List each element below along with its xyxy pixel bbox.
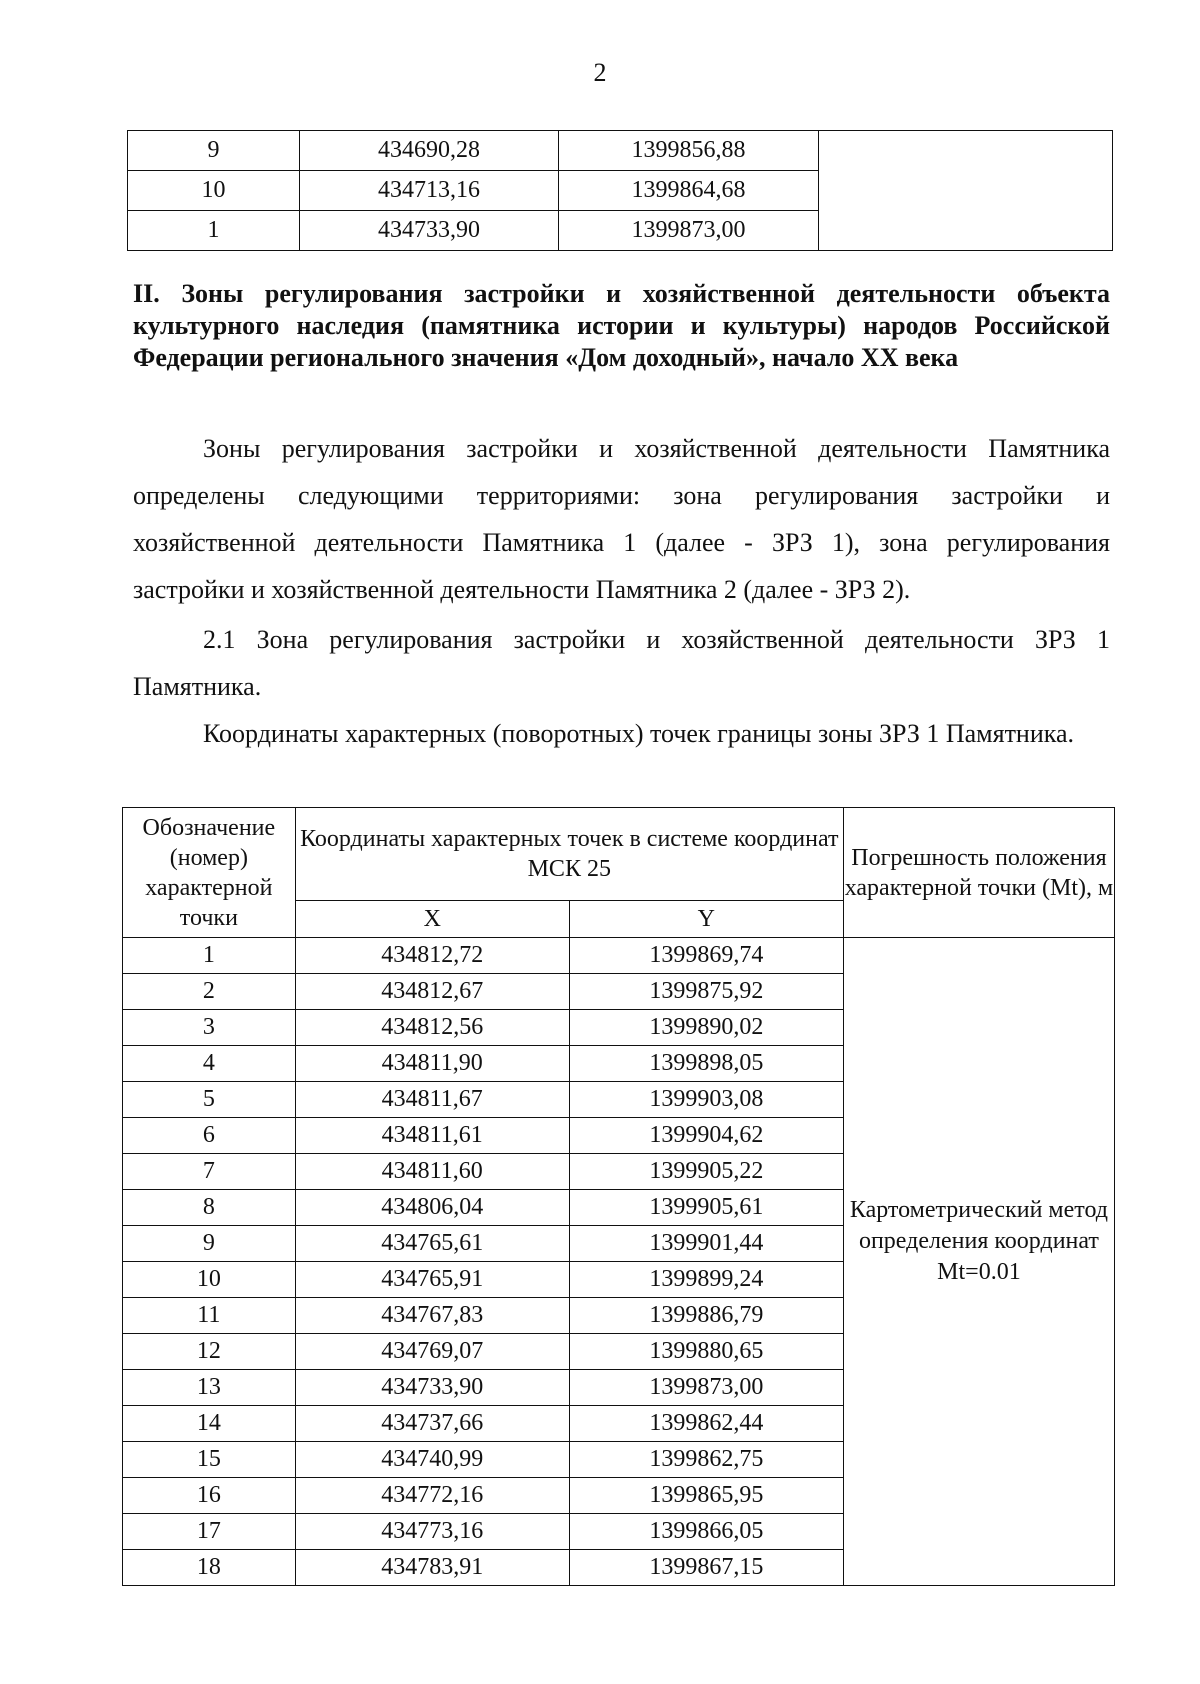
point-number: 1 <box>128 211 300 251</box>
coord-x: 434811,90 <box>295 1046 569 1082</box>
point-number: 10 <box>128 171 300 211</box>
coord-x: 434812,67 <box>295 974 569 1010</box>
point-number: 15 <box>123 1442 296 1478</box>
coord-y: 1399905,61 <box>569 1190 843 1226</box>
header-error: Погрешность положения характерной точки (Mt), м <box>843 808 1114 938</box>
coord-x: 434812,72 <box>295 938 569 974</box>
point-number: 16 <box>123 1478 296 1514</box>
point-number: 13 <box>123 1370 296 1406</box>
point-number: 2 <box>123 974 296 1010</box>
coord-y: 1399873,00 <box>569 1370 843 1406</box>
point-number: 18 <box>123 1550 296 1586</box>
coord-x: 434733,90 <box>300 211 559 251</box>
continuation-table-body <box>128 131 1113 251</box>
method-cell: Картометрический метод определения координат Mt=0.01 <box>843 938 1114 1586</box>
coord-x: 434811,60 <box>295 1154 569 1190</box>
coord-y: 1399864,68 <box>559 171 819 211</box>
point-number: 9 <box>128 131 300 171</box>
point-number: 7 <box>123 1154 296 1190</box>
point-number: 8 <box>123 1190 296 1226</box>
paragraph-zone-1: 2.1 Зона регулирования застройки и хозяйственной деятельности ЗРЗ 1 Памятника. <box>133 625 1110 701</box>
coord-x: 434783,91 <box>295 1550 569 1586</box>
coord-y: 1399862,75 <box>569 1442 843 1478</box>
coordinates-table-body <box>123 938 1115 1586</box>
point-number: 6 <box>123 1118 296 1154</box>
coord-y: 1399898,05 <box>569 1046 843 1082</box>
coord-x: 434806,04 <box>295 1190 569 1226</box>
coord-y: 1399862,44 <box>569 1406 843 1442</box>
point-number: 12 <box>123 1334 296 1370</box>
point-number: 3 <box>123 1010 296 1046</box>
header-y: Y <box>569 901 843 938</box>
coord-y: 1399886,79 <box>569 1298 843 1334</box>
coord-y: 1399875,92 <box>569 974 843 1010</box>
coord-y: 1399901,44 <box>569 1226 843 1262</box>
coord-x: 434811,61 <box>295 1118 569 1154</box>
coord-x: 434737,66 <box>295 1406 569 1442</box>
coord-x: 434773,16 <box>295 1514 569 1550</box>
header-x: X <box>295 901 569 938</box>
coord-y: 1399856,88 <box>559 131 819 171</box>
coord-y: 1399905,22 <box>569 1154 843 1190</box>
coord-y: 1399873,00 <box>559 211 819 251</box>
coord-x: 434690,28 <box>300 131 559 171</box>
header-row <box>123 808 1115 901</box>
point-number: 9 <box>123 1226 296 1262</box>
coord-y: 1399880,65 <box>569 1334 843 1370</box>
page-number: 2 <box>593 58 607 87</box>
coord-x: 434765,91 <box>295 1262 569 1298</box>
coord-x: 434811,67 <box>295 1082 569 1118</box>
coord-y: 1399904,62 <box>569 1118 843 1154</box>
paragraph-zones: Зоны регулирования застройки и хозяйственной деятельности Памятника определены следующими территориями: зона регулирования застройки и хозяйственной деятельности Памятника 1 (далее - ЗРЗ 1), зона регулирования застройки и хозяйственной деятельности Памятника 2 (далее - ЗРЗ 2). <box>133 434 1110 604</box>
coord-y: 1399866,05 <box>569 1514 843 1550</box>
point-number: 10 <box>123 1262 296 1298</box>
point-number: 11 <box>123 1298 296 1334</box>
coord-y: 1399890,02 <box>569 1010 843 1046</box>
coord-x: 434740,99 <box>295 1442 569 1478</box>
table-row <box>123 938 1115 974</box>
header-designation: Обозначение (номер) характерной точки <box>123 808 296 938</box>
coord-x: 434812,56 <box>295 1010 569 1046</box>
table-row <box>128 131 1113 171</box>
paragraph-coordinates-caption: Координаты характерных (поворотных) точек границы зоны ЗРЗ 1 Памятника. <box>203 719 1075 748</box>
coord-y: 1399867,15 <box>569 1550 843 1586</box>
coordinates-table <box>122 807 1115 1586</box>
point-number: 4 <box>123 1046 296 1082</box>
coord-x: 434769,07 <box>295 1334 569 1370</box>
coord-x: 434713,16 <box>300 171 559 211</box>
point-number: 17 <box>123 1514 296 1550</box>
point-number: 14 <box>123 1406 296 1442</box>
coord-y: 1399899,24 <box>569 1262 843 1298</box>
error-cell <box>819 131 1113 251</box>
coord-y: 1399865,95 <box>569 1478 843 1514</box>
coord-y: 1399903,08 <box>569 1082 843 1118</box>
coord-x: 434733,90 <box>295 1370 569 1406</box>
header-coordinates: Координаты характерных точек в системе координат МСК 25 <box>295 808 843 901</box>
coord-x: 434767,83 <box>295 1298 569 1334</box>
coord-x: 434772,16 <box>295 1478 569 1514</box>
coord-x: 434765,61 <box>295 1226 569 1262</box>
section-heading: II. Зоны регулирования застройки и хозяйственной деятельности объекта культурного наследия (памятника истории и культуры) народов Российской Федерации регионального значения «Дом доходный», начало XX века <box>133 279 1110 372</box>
coord-y: 1399869,74 <box>569 938 843 974</box>
continuation-table <box>127 130 1113 251</box>
point-number: 5 <box>123 1082 296 1118</box>
coordinates-table-head <box>123 808 1115 938</box>
point-number: 1 <box>123 938 296 974</box>
